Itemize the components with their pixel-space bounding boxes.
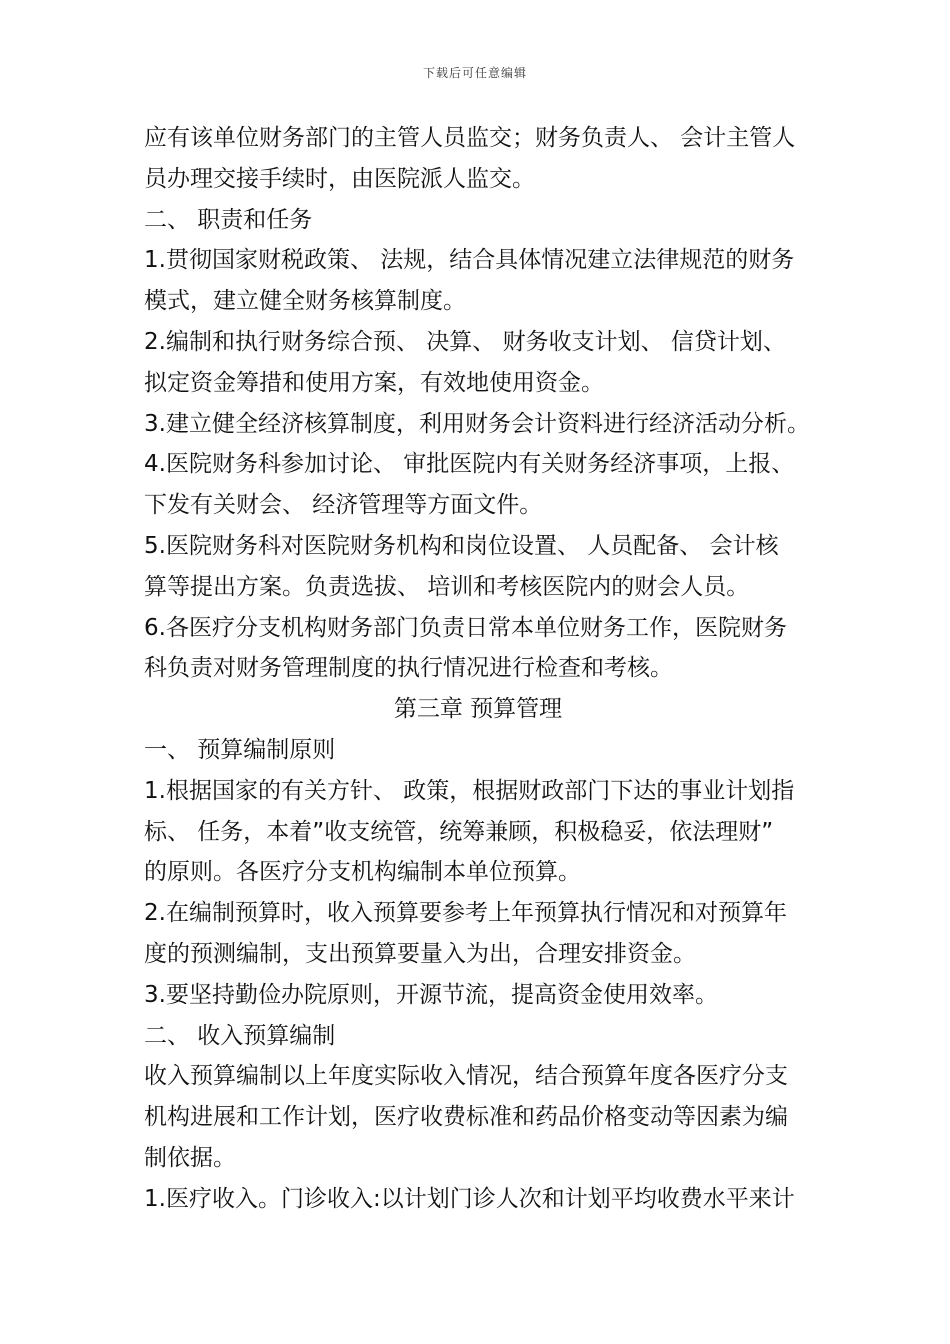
paragraph-line: 的原则。各医疗分支机构编制本单位预算。 xyxy=(144,859,581,886)
paragraph-line: 算等提出方案。负责选拔、 培训和考核医院内的财会人员。 xyxy=(144,573,750,600)
paragraph-line: 2.在编制预算时，收入预算要参考上年预算执行情况和对预算年 xyxy=(144,900,787,927)
paragraph-line: 度的预测编制，支出预算要量入为出，合理安排资金。 xyxy=(144,940,696,967)
paragraph-line: 机构进展和工作计划，医疗收费标准和药品价格变动等因素为编 xyxy=(144,1104,788,1131)
paragraph-line: 6.各医疗分支机构财务部门负责日常本单位财务工作，医院财务 xyxy=(144,614,787,641)
paragraph-line: 2.编制和执行财务综合预、 决算、 财务收支计划、 信贷计划、 xyxy=(144,328,786,355)
paragraph-line: 收入预算编制以上年度实际收入情况，结合预算年度各医疗分支 xyxy=(144,1063,788,1090)
section-heading: 二、 职责和任务 xyxy=(144,206,313,233)
paragraph-line: 3.要坚持勤俭办院原则，开源节流，提高资金使用效率。 xyxy=(144,981,718,1008)
paragraph-line: 模式，建立健全财务核算制度。 xyxy=(144,288,466,315)
document-body xyxy=(144,118,812,1220)
section-heading: 二、 收入预算编制 xyxy=(144,1022,336,1049)
paragraph-line: 4.医院财务科参加讨论、 审批医院内有关财务经济事项，上报、 xyxy=(144,451,795,478)
page-header: 下载后可任意编辑 xyxy=(422,66,527,80)
paragraph-line: 1.医疗收入。门诊收入:以计划门诊人次和计划平均收费水平来计 xyxy=(144,1185,795,1212)
paragraph-line: 科负责对财务管理制度的执行情况进行检查和考核。 xyxy=(144,655,673,682)
paragraph-line: 拟定资金筹措和使用方案，有效地使用资金。 xyxy=(144,369,604,396)
paragraph-line: 5.医院财务科对医院财务机构和岗位设置、 人员配备、 会计核 xyxy=(144,532,779,559)
paragraph-line: 3.建立健全经济核算制度，利用财务会计资料进行经济活动分析。 xyxy=(144,410,810,437)
paragraph-line: 员办理交接手续时，由医院派人监交。 xyxy=(144,165,535,192)
paragraph-line: 应有该单位财务部门的主管人员监交；财务负责人、 会计主管人 xyxy=(144,125,796,151)
paragraph-line: 1.根据国家的有关方针、 政策，根据财政部门下达的事业计划指 xyxy=(144,777,795,804)
paragraph-line: 标、 任务，本着”收支统管，统筹兼顾，积极稳妥，依法理财” xyxy=(144,818,774,845)
chapter-title: 第三章 预算管理 xyxy=(393,696,563,723)
section-heading: 一、 预算编制原则 xyxy=(144,736,336,763)
paragraph-line: 制依据。 xyxy=(144,1144,236,1171)
paragraph-line: 下发有关财会、 经济管理等方面文件。 xyxy=(144,492,543,519)
paragraph-line: 1.贯彻国家财税政策、 法规，结合具体情况建立法律规范的财务 xyxy=(144,247,795,274)
